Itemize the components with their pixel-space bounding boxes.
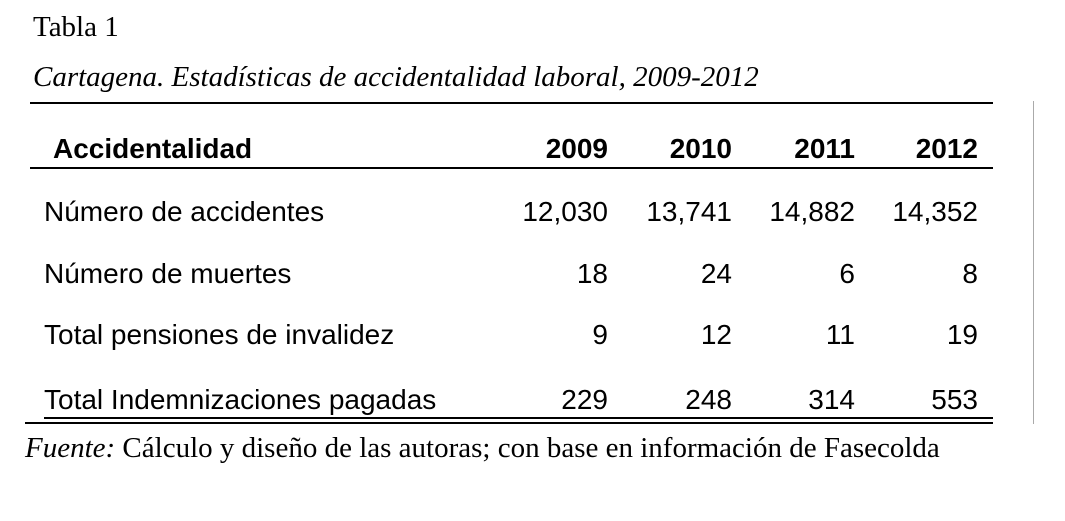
header-cell-2012: 2012 [915,133,978,164]
table-caption-label: Tabla 1 [33,11,119,43]
table-bottom-rule-lower [25,422,993,424]
row-label: Total pensiones de invalidez [44,319,395,350]
cell-2010: 12 [700,319,732,350]
cell-2009: 12,030 [522,196,608,227]
header-cell-2011: 2011 [794,133,855,164]
table-source-note [25,427,1025,470]
header-bottom-rule [30,167,993,169]
cell-2011: 11 [825,319,855,350]
cell-2010: 248 [685,384,732,415]
table-top-rule [30,102,993,104]
cell-2012: 14,352 [892,196,978,227]
cell-2011: 314 [808,384,855,415]
cell-2009: 229 [561,384,608,415]
cell-2009: 18 [576,258,608,289]
cell-2010: 13,741 [646,196,732,227]
cell-2011: 6 [839,258,855,289]
header-cell-2009: 2009 [545,133,608,164]
cell-2010: 24 [700,258,732,289]
table-bottom-rule-upper [44,417,993,419]
row-label: Número de muertes [44,258,292,289]
cell-2012: 553 [931,384,978,415]
source-text: Cálculo y diseño de las autoras; con base en información de Fasecolda [115,432,940,464]
table-caption-title: Cartagena. Estadísticas de accidentalidad laboral, 2009-2012 [33,61,759,93]
cell-2012: 8 [962,258,978,289]
row-label: Total Indemnizaciones pagadas [44,384,437,415]
header-cell-accidentalidad: Accidentalidad [53,133,253,164]
source-label: Fuente: [25,432,116,464]
cell-2012: 19 [946,319,978,350]
header-cell-2010: 2010 [669,133,732,164]
cell-2011: 14,882 [769,196,855,227]
table-right-divider [1033,101,1034,424]
row-label: Número de accidentes [44,196,325,227]
cell-2009: 9 [592,319,608,350]
